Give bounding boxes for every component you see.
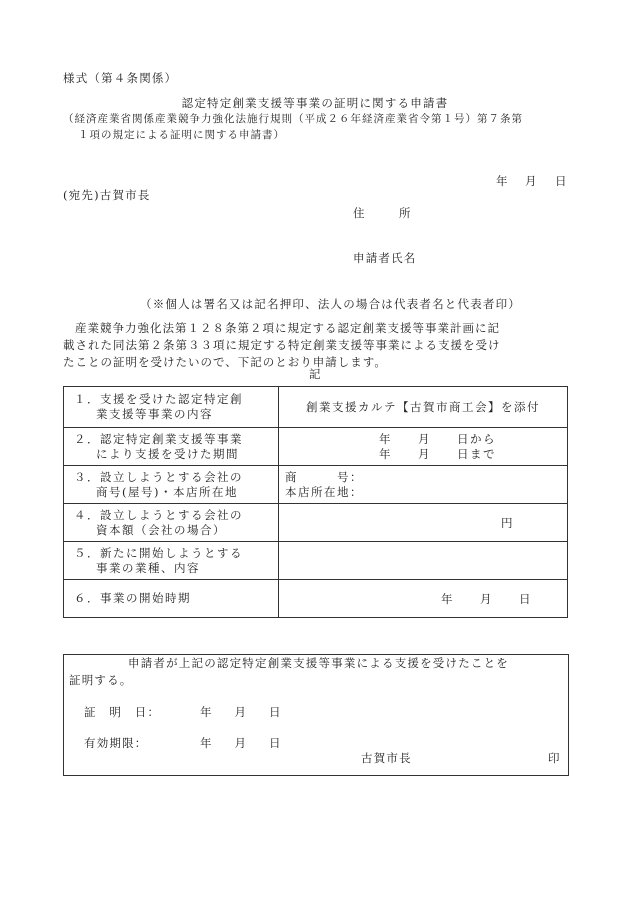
- item-business-type: [64, 542, 279, 580]
- table-row-support-period: [64, 428, 568, 466]
- item-label-line1: ３．設立しようとする会社の: [74, 469, 243, 484]
- form-title: 認定特定創業支援等事業の証明に関する申請書: [181, 96, 449, 110]
- request-paragraph-line2: 載された同法第２条第３３項に規定する特定創業支援等事業による支援を受け: [63, 338, 501, 352]
- applicant-name-label: 申請者氏名: [353, 251, 417, 265]
- item-label-line1: １．支援を受けた認定特定創: [74, 392, 243, 406]
- item-capital: [64, 504, 279, 542]
- business-type-field[interactable]: [279, 542, 568, 580]
- seal-mark: 印: [548, 751, 560, 765]
- item-label-line1: ２．認定特定創業支援等事業: [74, 431, 243, 446]
- application-table: [63, 386, 568, 618]
- address-label: 住 所: [353, 206, 411, 220]
- item-trade-name: [64, 466, 279, 504]
- certification-date-field[interactable]: 年 月 日: [200, 705, 281, 719]
- capital-field[interactable]: [279, 504, 568, 542]
- item-label: ６．事業の開始時期: [74, 591, 191, 605]
- item-start-date: [64, 580, 279, 618]
- item-label-line2: 業支援等事業の内容: [96, 407, 213, 421]
- item-label-line1: ５．新たに開始しようとする: [74, 545, 243, 560]
- table-row-trade-name: [64, 466, 568, 504]
- start-date-field[interactable]: [279, 580, 568, 618]
- form-subtitle-line1: （経済産業省関係産業競争力強化法施行規則（平成２６年経済産業省令第１号）第７条第: [63, 113, 523, 125]
- valid-until-field[interactable]: 年 月 日: [200, 736, 281, 750]
- item-support-period: [64, 428, 279, 466]
- certification-line2: 証明する。: [69, 673, 133, 687]
- application-date-day: 日: [555, 174, 567, 188]
- support-period-field[interactable]: [279, 428, 568, 466]
- signature-note: （※個人は署名又は記名押印、法人の場合は代表者名と代表者印）: [140, 297, 521, 311]
- form-subtitle-line2: １項の規定による証明に関する申請書）: [78, 129, 285, 141]
- table-row-capital: [64, 504, 568, 542]
- item-support-content: [64, 387, 279, 428]
- table-row-support-content: [64, 387, 568, 428]
- application-date-year: 年: [496, 174, 508, 188]
- mayor-label: 古賀市長: [361, 751, 412, 765]
- start-date-text: 年 月 日: [441, 591, 532, 606]
- request-paragraph-line1: 産業競争力強化法第１２８条第２項に規定する認定創業支援等事業計画に記: [75, 321, 500, 335]
- item-label-line2: 事業の業種、内容: [96, 560, 200, 575]
- valid-until-label: 有効期限：: [84, 736, 148, 750]
- ki-heading: 記: [309, 367, 321, 381]
- item-label-line2: 資本額（会社の場合）: [96, 522, 226, 537]
- period-from: 年 月 日から: [379, 431, 496, 446]
- table-row-business-type: [64, 542, 568, 580]
- certification-line1: 申請者が上記の認定特定創業支援等事業による支援を受けたことを: [128, 656, 509, 670]
- head-office-label: 本店所在地：: [285, 484, 363, 499]
- yen-unit: 円: [501, 515, 514, 530]
- karte-attached-text: 創業支援カルテ【古賀市商工会】を添付: [306, 400, 540, 414]
- trade-name-label: 商 号：: [285, 469, 363, 484]
- period-to: 年 月 日まで: [379, 446, 496, 461]
- item-label-line2: 商号(屋号)・本店所在地: [96, 484, 238, 499]
- addressee: (宛先)古賀市長: [63, 188, 151, 202]
- item-label-line2: により支援を受けた期間: [96, 446, 239, 461]
- request-paragraph-line3: たことの証明を受けたいので、下記のとおり申請します。: [63, 355, 387, 369]
- item-label-line1: ４．設立しようとする会社の: [74, 507, 243, 522]
- table-row-start-date: [64, 580, 568, 618]
- certification-box: [63, 654, 569, 776]
- request-paragraph: [63, 320, 568, 371]
- support-content-value: [279, 387, 568, 428]
- certification-date-label: 証 明 日：: [84, 705, 161, 719]
- application-date-month: 月: [525, 174, 537, 188]
- form-label: 様式（第４条関係）: [63, 71, 178, 85]
- trade-name-field[interactable]: [279, 466, 568, 504]
